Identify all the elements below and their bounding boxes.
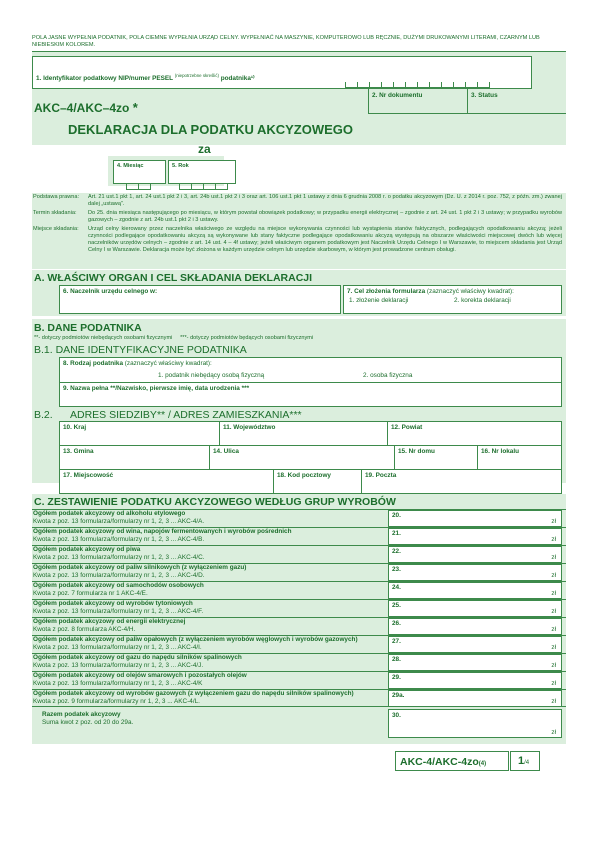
tax-row-number: 23. (392, 566, 401, 573)
tax-row-source: Kwota z poz. 7 formularza nr 1 AKC-4/E. (33, 590, 148, 597)
option-correct-declaration[interactable]: 2. korekta deklaracji (454, 297, 511, 304)
total-amount-field[interactable] (388, 709, 562, 738)
legal-text-1: Do 25. dnia miesiąca następującego po miesiącu, w którym powstał obowiązek podatkowy; w przypadku energii elektrycznej – zgodnie z art. 24 ust. 1 pkt 2 i 3 ustawy; w przypadku wyrobów gazowych – zgodnie z art. 24b ust.1 pkt 2 i 3 ustawy. (88, 210, 562, 223)
tax-row-number: 28. (392, 656, 401, 663)
legal-label-2: Miejsce składania: (33, 226, 79, 232)
field-15-house-number[interactable]: 15. Nr domu (394, 445, 478, 470)
section-b-title: B. DANE PODATNIKA (34, 322, 142, 334)
tax-row-number: 20. (392, 512, 401, 519)
tax-row-number: 21. (392, 530, 401, 537)
tax-row-title: Ogółem podatek akcyzowy od wina, napojów fermentowanych i wyrobów pośrednich (33, 528, 292, 535)
tax-row-source: Kwota z poz. 13 formularza/formularzy nr 1, 2, 3 ... AKC-4/D. (33, 572, 205, 579)
footer-form-code: AKC-4/AKC-4zo(4) (395, 751, 509, 771)
currency-label: zł (551, 626, 556, 633)
tax-row-title: Ogółem podatek akcyzowy od alkoholu etylowego (33, 510, 186, 517)
section-b1-title: B.1. DANE IDENTYFIKACYJNE PODATNIKA (34, 344, 247, 356)
tax-row-source: Kwota z poz. 13 formularza/formularzy nr 1, 2, 3 ... AKC-4/I. (33, 644, 202, 651)
page-title: DEKLARACJA DLA PODATKU AKCYZOWEGO (68, 122, 354, 137)
tax-row-source: Kwota z poz. 13 formularza/formularzy nr 1, 2, 3 ... AKC-4/B. (33, 536, 205, 543)
tax-amount-field[interactable] (388, 690, 562, 707)
currency-label: zł (551, 698, 556, 705)
tax-row-title: Ogółem podatek akcyzowy od energii elektrycznej (33, 618, 186, 625)
tax-row-title: Ogółem podatek akcyzowy od olejów smarowych i pozostałych olejów (33, 672, 247, 679)
field-1-suffix: podatnika¹⁾ (220, 75, 255, 83)
field-8-taxpayer-type[interactable]: 8. Rodzaj podatnika (zaznaczyć właściwy kwadrat): 1. podatnik niebędący osobą fizyczną 2. osoba fizyczna (59, 357, 562, 383)
tax-row-title: Ogółem podatek akcyzowy od paliw opałowych (z wyłączeniem wyrobów węglowych i wyrobów gazowych) (33, 636, 358, 643)
tax-amount-field[interactable] (388, 654, 562, 671)
total-title: Razem podatek akcyzowy (42, 711, 121, 718)
field-12-county[interactable]: 12. Powiat (387, 421, 562, 446)
field-1-nip-pesel[interactable] (32, 56, 532, 89)
field-2-label: 2. Nr dokumentu (372, 92, 423, 99)
tax-row-source: Kwota z poz. 13 formularza/formularzy nr 1, 2, 3 ... AKC-4/C. (33, 554, 205, 561)
top-instruction: POLA JASNE WYPEŁNIA PODATNIK, POLA CIEMNE WYPEŁNIA URZĄD CELNY. WYPEŁNIAĆ NA MASZYNIE, KOMPUTEROWO LUB RĘCZNIE, DUŻYMI DRUKOWANYMI LITERAMI, CZARNYM LUB NIEBIESKIM KOLOREM. (32, 35, 540, 48)
tax-row-number: 22. (392, 548, 401, 555)
tax-row-title: Ogółem podatek akcyzowy od samochodów osobowych (33, 582, 204, 589)
tax-row-number: 24. (392, 584, 401, 591)
total-subtitle: Suma kwot z poz. od 20 do 29a. (42, 719, 134, 726)
section-c-title: C. ZESTAWIENIE PODATKU AKCYZOWEGO WEDŁUG GRUP WYROBÓW (34, 496, 396, 508)
field-14-street[interactable]: 14. Ulica (209, 445, 395, 470)
tax-row-source: Kwota z poz. 13 formularza/formularzy nr 1, 2, 3 ... AKC-4/F. (33, 608, 204, 615)
field-7-purpose[interactable]: 7. Cel złożenia formularza (zaznaczyć właściwy kwadrat): 1. złożenie deklaracji 2. korekta deklaracji (343, 285, 562, 314)
currency-label: zł (551, 680, 556, 687)
tax-row-source: Kwota z poz. 13 formularza/formularzy nr 1, 2, 3 ... AKC-4/A. (33, 518, 205, 525)
total-number: 30. (392, 712, 401, 719)
tax-row-title: Ogółem podatek akcyzowy od gazu do napędu silników spalinowych (33, 654, 242, 661)
tax-row-title: Ogółem podatek akcyzowy od paliw silnikowych (z wyłączeniem gazu) (33, 564, 247, 571)
footer-page-number: 1/4 (510, 751, 540, 771)
field-9-full-name[interactable]: 9. Nazwa pełna **/Nazwisko, pierwsze imię, data urodzenia *** (59, 382, 562, 407)
field-18-postal-code[interactable]: 18. Kod pocztowy (273, 469, 362, 494)
legal-text-2: Urząd celny kierowany przez naczelnika właściwego ze względu na miejsce wykonywania czynności lub wystąpienia stanów faktycznych, podlegających opodatkowaniu akcyzą; jeżeli czynności podlegające opodatkowaniu akcyzą są wykonywane lub stany faktyczne podlegające opodatkowaniu akcyzą występują na obszarze właściwości miejscowej dwóch lub więcej naczelników urzędów celnych – zgodnie z art. 14 ust. 4 – 4f ustawy; jeżeli właściwym organem podatkowym jest Naczelnik Urzędu Celnego I w Warszawie, to miejscem składania jest Urząd Celny I w Warszawie. Deklaracja może być złożona w każdym urzędzie celnym lub urzędzie skarbowym, w którym jest prowadzone centrum obsługi. (88, 226, 562, 253)
currency-label: zł (551, 518, 556, 525)
tax-amount-field[interactable] (388, 528, 562, 545)
field-10-country[interactable]: 10. Kraj (59, 421, 220, 446)
section-b2-title: ADRES SIEDZIBY** / ADRES ZAMIESZKANIA*** (70, 409, 302, 421)
tax-row-number: 25. (392, 602, 401, 609)
field-19-post-office[interactable]: 19. Poczta (361, 469, 562, 494)
currency-label: zł (551, 608, 556, 615)
option-non-natural-person[interactable]: 1. podatnik niebędący osobą fizyczną (158, 372, 265, 379)
section-a-title: A. WŁAŚCIWY ORGAN I CEL SKŁADANIA DEKLARACJI (34, 272, 313, 284)
field-13-commune[interactable]: 13. Gmina (59, 445, 210, 470)
field-6-customs-office[interactable]: 6. Naczelnik urzędu celnego w: (59, 285, 341, 314)
currency-label: zł (551, 554, 556, 561)
currency-label: zł (551, 572, 556, 579)
field-3-label: 3. Status (471, 92, 498, 99)
tax-row-title: Ogółem podatek akcyzowy od wyrobów gazowych (z wyłączeniem gazu do napędu silników spalinowych) (33, 690, 354, 697)
currency-label: zł (551, 644, 556, 651)
field-1-note: (niepotrzebne skreślić) (174, 73, 219, 78)
tax-row-number: 29. (392, 674, 401, 681)
currency-label: zł (551, 536, 556, 543)
za-label: za (198, 142, 211, 156)
tax-row-number: 27. (392, 638, 401, 645)
legal-label-0: Podstawa prawna: (33, 194, 80, 200)
field-17-city[interactable]: 17. Miejscowość (59, 469, 274, 494)
tax-row-title: Ogółem podatek akcyzowy od wyrobów tytoniowych (33, 600, 193, 607)
legal-label-1: Termin składania: (33, 210, 77, 216)
legal-text-0: Art. 21 ust.1 pkt 1, art. 24 ust.1 pkt 2 i 3, art. 24b ust.1 pkt 2 i 3 oraz art. 106 ust.1 pkt 1 ustawy z dnia 6 grudnia 2008 r. o podatku akcyzowym (Dz. U. z 2014 r. poz. 752, z późn. zm.) zwanej dalej „ustawą”. (88, 194, 562, 207)
tax-amount-field[interactable] (388, 546, 562, 563)
form-code: AKC–4/AKC–4zo (34, 101, 130, 115)
tax-row-source: Kwota z poz. 13 formularza/formularzy nr 1, 2, 3 ... AKC-4/J. (33, 662, 204, 669)
field-5-year[interactable]: 5. Rok (168, 160, 236, 184)
tax-amount-field[interactable] (388, 510, 562, 527)
field-4-month[interactable]: 4. Miesiąc (113, 160, 166, 184)
tax-row-source: Kwota z poz. 8 formularza AKC-4/H. (33, 626, 136, 633)
field-16-apartment-number[interactable]: 16. Nr lokalu (477, 445, 562, 470)
form-code-star: * (132, 100, 138, 115)
section-b2-num: B.2. (34, 409, 53, 421)
option-submit-declaration[interactable]: 1. złożenie deklaracji (349, 297, 409, 304)
option-natural-person[interactable]: 2. osoba fizyczna (363, 372, 413, 379)
tax-amount-field[interactable] (388, 600, 562, 617)
currency-label: zł (551, 590, 556, 597)
tax-amount-field[interactable] (388, 564, 562, 581)
nip-digit-boxes (345, 75, 490, 93)
tax-row-number: 26. (392, 620, 401, 627)
tax-amount-field[interactable] (388, 582, 562, 599)
tax-amount-field[interactable] (388, 618, 562, 635)
field-11-voivodeship[interactable]: 11. Województwo (219, 421, 388, 446)
tax-row-source: Kwota z poz. 13 formularza/formularzy nr 1, 2, 3 ... AKC-4/K (33, 680, 203, 687)
tax-row-title: Ogółem podatek akcyzowy od piwa (33, 546, 141, 553)
tax-amount-field[interactable] (388, 672, 562, 689)
currency-label: zł (551, 729, 556, 736)
currency-label: zł (551, 662, 556, 669)
tax-row-number: 29a. (392, 692, 405, 699)
section-b-note: **- dotyczy podmiotów niebędących osobami fizycznymi ***- dotyczy podmiotów będących osobami fizycznymi (34, 335, 314, 341)
tax-row-source: Kwota z poz. 9 formularza/formularzy nr 1, 2, 3 ... AKC-4/L. (33, 698, 200, 705)
tax-amount-field[interactable] (388, 636, 562, 653)
field-1-label: 1. Identyfikator podatkowy NIP/numer PESEL (36, 75, 173, 83)
